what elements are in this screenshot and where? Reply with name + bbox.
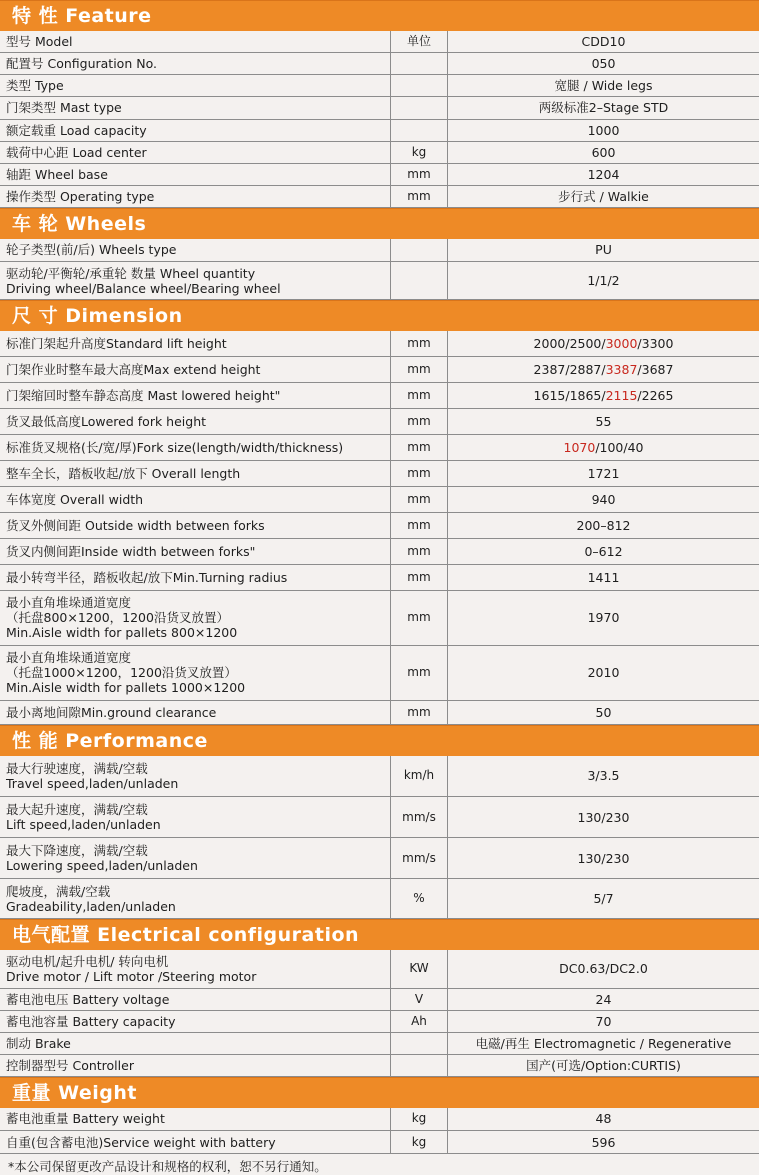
spec-name: 车体宽度 Overall width bbox=[6, 492, 386, 507]
spec-value-cell bbox=[448, 96, 759, 119]
spec-name-cell bbox=[0, 408, 391, 434]
spec-row bbox=[0, 700, 759, 724]
spec-name-cell bbox=[0, 590, 391, 645]
spec-name-cell bbox=[0, 1131, 391, 1154]
spec-row bbox=[0, 31, 759, 52]
spec-name-line: Lift speed,laden/unladen bbox=[6, 817, 386, 832]
spec-value-cell bbox=[448, 408, 759, 434]
spec-unit: mm bbox=[391, 700, 448, 724]
spec-value: 1411 bbox=[588, 570, 620, 585]
spec-value: 0–612 bbox=[584, 544, 622, 559]
spec-value: 2000/2500/ bbox=[534, 336, 606, 351]
spec-value-tail: /3300 bbox=[637, 336, 673, 351]
spec-table bbox=[0, 239, 759, 301]
spec-name-cell bbox=[0, 512, 391, 538]
spec-name: 轮子类型(前/后) Wheels type bbox=[6, 242, 386, 257]
spec-name: 门架缩回时整车静态高度 Mast lowered height" bbox=[6, 388, 386, 403]
spec-row bbox=[0, 486, 759, 512]
spec-unit: mm bbox=[391, 538, 448, 564]
spec-table bbox=[0, 31, 759, 208]
spec-value: 国产(可选/Option:CURTIS) bbox=[526, 1058, 681, 1073]
spec-name: 驱动电机/起升电机/ 转向电机 bbox=[6, 954, 386, 969]
spec-row bbox=[0, 512, 759, 538]
spec-value-highlight: 2115 bbox=[606, 388, 638, 403]
spec-value-cell bbox=[448, 590, 759, 645]
spec-value-cell bbox=[448, 756, 759, 797]
spec-unit: mm/s bbox=[391, 797, 448, 838]
spec-name: 爬坡度，满载/空载 bbox=[6, 884, 386, 899]
spec-row bbox=[0, 950, 759, 988]
spec-row bbox=[0, 141, 759, 163]
spec-unit bbox=[391, 74, 448, 96]
spec-unit: mm bbox=[391, 185, 448, 207]
spec-row bbox=[0, 460, 759, 486]
spec-value: DC0.63/DC2.0 bbox=[559, 961, 648, 976]
spec-unit: mm bbox=[391, 331, 448, 356]
spec-unit bbox=[391, 52, 448, 74]
spec-value-cell bbox=[448, 1054, 759, 1076]
spec-name-line: Min.Aisle width for pallets 1000×1200 bbox=[6, 680, 386, 695]
spec-name-cell bbox=[0, 356, 391, 382]
spec-name: 最大行驶速度，满载/空载 bbox=[6, 761, 386, 776]
spec-name-cell bbox=[0, 538, 391, 564]
spec-name: 驱动轮/平衡轮/承重轮 数量 Wheel quantity bbox=[6, 266, 386, 281]
spec-unit: mm bbox=[391, 590, 448, 645]
spec-name: 制动 Brake bbox=[6, 1036, 386, 1051]
spec-unit: kg bbox=[391, 141, 448, 163]
spec-value-cell bbox=[448, 538, 759, 564]
spec-name-line: Min.Aisle width for pallets 800×1200 bbox=[6, 625, 386, 640]
spec-unit bbox=[391, 1054, 448, 1076]
spec-name-cell bbox=[0, 486, 391, 512]
section-header: 电气配置 Electrical configuration bbox=[0, 919, 759, 950]
spec-value: 24 bbox=[596, 992, 612, 1007]
spec-row bbox=[0, 119, 759, 141]
section-header: 车 轮 Wheels bbox=[0, 208, 759, 239]
spec-name: 货叉最低高度Lowered fork height bbox=[6, 414, 386, 429]
spec-unit: kg bbox=[391, 1108, 448, 1131]
spec-value: 1970 bbox=[588, 610, 620, 625]
spec-value: 两级标准2–Stage STD bbox=[539, 100, 669, 115]
spec-name: 自重(包含蓄电池)Service weight with battery bbox=[6, 1135, 386, 1150]
spec-value: 48 bbox=[596, 1111, 612, 1126]
spec-row bbox=[0, 1131, 759, 1154]
spec-unit: 单位 bbox=[391, 31, 448, 52]
spec-name-line: （托盘800×1200，1200沿货叉放置） bbox=[6, 610, 386, 625]
spec-row bbox=[0, 1010, 759, 1032]
spec-value-cell bbox=[448, 879, 759, 919]
spec-value-cell bbox=[448, 356, 759, 382]
spec-name-cell bbox=[0, 163, 391, 185]
spec-value: 3/3.5 bbox=[587, 768, 619, 783]
spec-value: 70 bbox=[596, 1014, 612, 1029]
spec-name: 最小离地间隙Min.ground clearance bbox=[6, 705, 386, 720]
spec-unit: mm bbox=[391, 564, 448, 590]
spec-name-cell bbox=[0, 879, 391, 919]
spec-row bbox=[0, 96, 759, 119]
spec-value: 2387/2887/ bbox=[534, 362, 606, 377]
spec-name: 载荷中心距 Load center bbox=[6, 145, 386, 160]
spec-unit: mm bbox=[391, 163, 448, 185]
spec-row bbox=[0, 408, 759, 434]
spec-name: 蓄电池重量 Battery weight bbox=[6, 1111, 386, 1126]
spec-value-highlight: 1070 bbox=[564, 440, 596, 455]
spec-value: 5/7 bbox=[593, 891, 613, 906]
spec-value-cell bbox=[448, 141, 759, 163]
spec-row bbox=[0, 331, 759, 356]
spec-name-cell bbox=[0, 460, 391, 486]
spec-name-cell bbox=[0, 797, 391, 838]
spec-table bbox=[0, 950, 759, 1077]
spec-name: 门架作业时整车最大高度Max extend height bbox=[6, 362, 386, 377]
spec-value-cell bbox=[448, 434, 759, 460]
spec-unit: mm bbox=[391, 434, 448, 460]
spec-value: 步行式 / Walkie bbox=[558, 189, 649, 204]
spec-row bbox=[0, 538, 759, 564]
spec-value-cell bbox=[448, 512, 759, 538]
spec-unit: mm bbox=[391, 408, 448, 434]
spec-unit: mm bbox=[391, 382, 448, 408]
spec-unit bbox=[391, 239, 448, 262]
spec-value-cell bbox=[448, 382, 759, 408]
spec-value: 130/230 bbox=[578, 851, 630, 866]
spec-value: 1204 bbox=[588, 167, 620, 182]
spec-name-cell bbox=[0, 74, 391, 96]
spec-value: 1721 bbox=[588, 466, 620, 481]
spec-value: 200–812 bbox=[577, 518, 631, 533]
spec-table bbox=[0, 1108, 759, 1155]
spec-value-cell bbox=[448, 185, 759, 207]
spec-name-cell bbox=[0, 1054, 391, 1076]
section-header: 重量 Weight bbox=[0, 1077, 759, 1108]
spec-unit: Ah bbox=[391, 1010, 448, 1032]
spec-name: 蓄电池容量 Battery capacity bbox=[6, 1014, 386, 1029]
spec-unit: % bbox=[391, 879, 448, 919]
spec-unit: V bbox=[391, 988, 448, 1010]
spec-value-cell bbox=[448, 564, 759, 590]
spec-name: 型号 Model bbox=[6, 34, 386, 49]
spec-unit: mm bbox=[391, 460, 448, 486]
spec-value-cell bbox=[448, 262, 759, 300]
spec-value: 55 bbox=[596, 414, 612, 429]
spec-value-cell bbox=[448, 52, 759, 74]
spec-name-cell bbox=[0, 96, 391, 119]
spec-value-cell bbox=[448, 119, 759, 141]
spec-name: 类型 Type bbox=[6, 78, 386, 93]
spec-row bbox=[0, 52, 759, 74]
spec-name: 配置号 Configuration No. bbox=[6, 56, 386, 71]
spec-name-cell bbox=[0, 1010, 391, 1032]
section-header: 性 能 Performance bbox=[0, 725, 759, 756]
spec-unit: mm bbox=[391, 486, 448, 512]
spec-name: 门架类型 Mast type bbox=[6, 100, 386, 115]
spec-row bbox=[0, 434, 759, 460]
spec-value-cell bbox=[448, 838, 759, 879]
spec-name: 控制器型号 Controller bbox=[6, 1058, 386, 1073]
spec-name-cell bbox=[0, 141, 391, 163]
spec-value: 940 bbox=[592, 492, 616, 507]
spec-value-cell bbox=[448, 1032, 759, 1054]
spec-name: 货叉内侧间距Inside width between forks" bbox=[6, 544, 386, 559]
spec-row bbox=[0, 988, 759, 1010]
footnote: *本公司保留更改产品设计和规格的权利，恕不另行通知。 bbox=[0, 1154, 759, 1175]
spec-value-cell bbox=[448, 31, 759, 52]
spec-row bbox=[0, 838, 759, 879]
spec-name-cell bbox=[0, 52, 391, 74]
spec-row bbox=[0, 356, 759, 382]
spec-name: 操作类型 Operating type bbox=[6, 189, 386, 204]
spec-row bbox=[0, 163, 759, 185]
spec-value-tail: /100/40 bbox=[595, 440, 643, 455]
spec-name: 货叉外侧间距 Outside width between forks bbox=[6, 518, 386, 533]
spec-row bbox=[0, 185, 759, 207]
spec-value: 2010 bbox=[588, 665, 620, 680]
spec-value-cell bbox=[448, 486, 759, 512]
spec-name: 最大起升速度，满载/空载 bbox=[6, 802, 386, 817]
spec-name-line: Travel speed,laden/unladen bbox=[6, 776, 386, 791]
spec-value: 050 bbox=[592, 56, 616, 71]
spec-unit bbox=[391, 119, 448, 141]
spec-row bbox=[0, 239, 759, 262]
spec-value: 50 bbox=[596, 705, 612, 720]
spec-value: CDD10 bbox=[582, 34, 626, 49]
section-header: 特 性 Feature bbox=[0, 0, 759, 31]
spec-name-line: （托盘1000×1200，1200沿货叉放置） bbox=[6, 665, 386, 680]
spec-value: 1615/1865/ bbox=[534, 388, 606, 403]
spec-value: 596 bbox=[592, 1135, 616, 1150]
spec-name: 整车全长，踏板收起/放下 Overall length bbox=[6, 466, 386, 481]
spec-name-cell bbox=[0, 645, 391, 700]
spec-name-cell bbox=[0, 31, 391, 52]
spec-value-cell bbox=[448, 74, 759, 96]
spec-name-cell bbox=[0, 434, 391, 460]
spec-unit bbox=[391, 262, 448, 300]
spec-name-cell bbox=[0, 1108, 391, 1131]
spec-name-cell bbox=[0, 382, 391, 408]
spec-name-cell bbox=[0, 700, 391, 724]
spec-name: 最小直角堆垛通道宽度 bbox=[6, 595, 386, 610]
spec-value-tail: /2265 bbox=[637, 388, 673, 403]
spec-value: 600 bbox=[592, 145, 616, 160]
spec-name-line: Gradeability,laden/unladen bbox=[6, 899, 386, 914]
spec-value-cell bbox=[448, 700, 759, 724]
spec-name-cell bbox=[0, 564, 391, 590]
spec-value-highlight: 3387 bbox=[606, 362, 638, 377]
spec-unit: mm/s bbox=[391, 838, 448, 879]
spec-unit: mm bbox=[391, 356, 448, 382]
spec-name: 轴距 Wheel base bbox=[6, 167, 386, 182]
spec-value-cell bbox=[448, 239, 759, 262]
spec-unit: mm bbox=[391, 645, 448, 700]
spec-name: 蓄电池电压 Battery voltage bbox=[6, 992, 386, 1007]
spec-name: 最小转弯半径，踏板收起/放下Min.Turning radius bbox=[6, 570, 386, 585]
spec-name-cell bbox=[0, 988, 391, 1010]
spec-row bbox=[0, 74, 759, 96]
spec-value-cell bbox=[448, 988, 759, 1010]
spec-name-cell bbox=[0, 119, 391, 141]
spec-table bbox=[0, 756, 759, 920]
spec-name-line: Driving wheel/Balance wheel/Bearing wheel bbox=[6, 281, 386, 296]
spec-unit: KW bbox=[391, 950, 448, 988]
spec-value: 1000 bbox=[588, 123, 620, 138]
spec-name-cell bbox=[0, 950, 391, 988]
spec-row bbox=[0, 382, 759, 408]
spec-unit: mm bbox=[391, 512, 448, 538]
spec-value-cell bbox=[448, 797, 759, 838]
spec-value-cell bbox=[448, 331, 759, 356]
spec-row bbox=[0, 590, 759, 645]
spec-name: 额定载重 Load capacity bbox=[6, 123, 386, 138]
spec-name-line: Drive motor / Lift motor /Steering motor bbox=[6, 969, 386, 984]
spec-name-cell bbox=[0, 838, 391, 879]
spec-name: 标准货叉规格(长/宽/厚)Fork size(length/width/thickness) bbox=[6, 440, 386, 455]
spec-row bbox=[0, 1032, 759, 1054]
spec-value: 宽腿 / Wide legs bbox=[555, 78, 653, 93]
spec-name: 最小直角堆垛通道宽度 bbox=[6, 650, 386, 665]
spec-value-tail: /3687 bbox=[637, 362, 673, 377]
spec-name-cell bbox=[0, 756, 391, 797]
spec-row bbox=[0, 797, 759, 838]
spec-table bbox=[0, 331, 759, 725]
spec-unit: km/h bbox=[391, 756, 448, 797]
spec-name-cell bbox=[0, 239, 391, 262]
spec-name-cell bbox=[0, 1032, 391, 1054]
spec-row bbox=[0, 1054, 759, 1076]
spec-name-cell bbox=[0, 185, 391, 207]
spec-value-highlight: 3000 bbox=[606, 336, 638, 351]
spec-value-cell bbox=[448, 1131, 759, 1154]
spec-name: 最大下降速度，满载/空载 bbox=[6, 843, 386, 858]
spec-unit bbox=[391, 96, 448, 119]
spec-name-line: Lowering speed,laden/unladen bbox=[6, 858, 386, 873]
spec-value-cell bbox=[448, 163, 759, 185]
spec-row bbox=[0, 262, 759, 300]
spec-name-cell bbox=[0, 331, 391, 356]
spec-value-cell bbox=[448, 1108, 759, 1131]
spec-value-cell bbox=[448, 460, 759, 486]
spec-name-cell bbox=[0, 262, 391, 300]
spec-value-cell bbox=[448, 645, 759, 700]
section-header: 尺 寸 Dimension bbox=[0, 300, 759, 331]
spec-value-cell bbox=[448, 950, 759, 988]
spec-row bbox=[0, 645, 759, 700]
spec-value: 130/230 bbox=[578, 810, 630, 825]
spec-unit: kg bbox=[391, 1131, 448, 1154]
spec-name: 标准门架起升高度Standard lift height bbox=[6, 336, 386, 351]
spec-value-cell bbox=[448, 1010, 759, 1032]
spec-value: 电磁/再生 Electromagnetic / Regenerative bbox=[476, 1036, 732, 1051]
spec-row bbox=[0, 879, 759, 919]
spec-row bbox=[0, 564, 759, 590]
spec-row bbox=[0, 1108, 759, 1131]
spec-unit bbox=[391, 1032, 448, 1054]
spec-value: PU bbox=[595, 242, 612, 257]
spec-value: 1/1/2 bbox=[587, 273, 619, 288]
spec-row bbox=[0, 756, 759, 797]
